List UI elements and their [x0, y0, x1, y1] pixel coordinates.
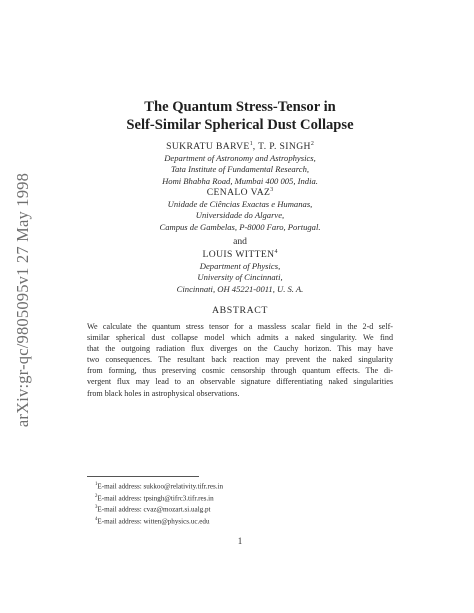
- footnote-text: E-mail address: witten@physics.uc.edu: [97, 517, 210, 526]
- author-line-2: [90, 187, 390, 198]
- abstract-line: similar spherical dust collapse model which admits a naked singularity. We find: [87, 333, 393, 343]
- author-separator: ,: [252, 141, 259, 153]
- author-line-1: [90, 141, 390, 152]
- footnote-text: E-mail address: cvaz@mozart.si.ualg.pt: [97, 505, 211, 514]
- footnote-separator-rule: [87, 476, 199, 477]
- footnote-number: 3: [95, 505, 98, 511]
- footnote: [95, 515, 395, 527]
- affiliation-line: Department of Astronomy and Astrophysics,: [164, 153, 316, 163]
- footnote-mark: 2: [310, 141, 314, 147]
- abstract-line: two consequences. The resultant back reaction may prevent the naked singularity: [87, 355, 393, 365]
- abstract-line: from black holes in astrophysical observations.: [87, 388, 240, 398]
- affiliation-line: Universidade do Algarve,: [195, 210, 285, 221]
- abstract-line: from forming, thus preserving cosmic censorship through quantum effects. The di-: [87, 366, 393, 376]
- affiliation-cincinnati: [90, 261, 390, 295]
- footnote: [95, 503, 395, 515]
- footnote: [95, 480, 395, 492]
- arxiv-identifier-stamp: [2, 170, 44, 430]
- footnote-number: 4: [95, 516, 98, 522]
- footnote-number: 1: [95, 482, 98, 487]
- author-name-singh: T. P. SINGH: [258, 141, 311, 153]
- affiliation-tifr: [90, 153, 390, 187]
- abstract-heading: ABSTRACT: [212, 305, 268, 316]
- author-name-witten: LOUIS WITTEN: [202, 249, 275, 261]
- author-conjunction: and: [233, 236, 247, 247]
- arxiv-identifier-text: arXiv:gr-qc/9805095v1 27 May 1998: [13, 172, 33, 428]
- footnote: [95, 492, 395, 504]
- footnote-text: E-mail address: tpsingh@tifrc3.tifr.res.in: [97, 493, 214, 502]
- footnotes: [95, 480, 395, 526]
- abstract-line: vergent flux may lead to an observable signature differentiating naked singularities: [87, 377, 393, 387]
- abstract-line: that the outgoing radiation flux diverges on the Cauchy horizon. This may have: [87, 344, 393, 354]
- footnote-number: 2: [95, 493, 98, 499]
- author-name-barve: SUKRATU BARVE: [166, 141, 250, 153]
- abstract-body: [87, 321, 393, 399]
- page-number: 1: [237, 536, 243, 546]
- paper-title: [60, 98, 420, 134]
- affiliation-line: Homi Bhabha Road, Mumbai 400 005, India.: [162, 175, 318, 186]
- author-line-3: [90, 249, 390, 260]
- affiliation-line: Cincinnati, OH 45221-0011, U. S. A.: [176, 283, 304, 294]
- abstract-line: We calculate the quantum stress tensor for a massless scalar field in the 2-d self-: [87, 322, 393, 331]
- affiliation-line: Unidade de Ciências Exactas e Humanas,: [167, 199, 313, 209]
- affiliation-line: Tata Institute of Fundamental Research,: [170, 164, 310, 175]
- affiliation-line: Department of Physics,: [199, 261, 281, 271]
- author-name-vaz: CENALO VAZ: [206, 187, 271, 199]
- paper-title-line-2: Self-Similar Spherical Dust Collapse: [126, 117, 354, 133]
- affiliation-line: Campus de Gambelas, P-8000 Faro, Portugal.: [159, 221, 321, 232]
- footnote-mark: 1: [249, 141, 253, 147]
- footnote-mark: 4: [274, 249, 278, 255]
- paper-title-line-1: The Quantum Stress-Tensor in: [144, 99, 336, 115]
- footnote-text: E-mail address: sukkoo@relativity.tifr.res.in: [97, 482, 224, 491]
- footnote-mark: 3: [270, 187, 274, 193]
- affiliation-algarve: [90, 199, 390, 233]
- affiliation-line: University of Cincinnati,: [197, 272, 283, 283]
